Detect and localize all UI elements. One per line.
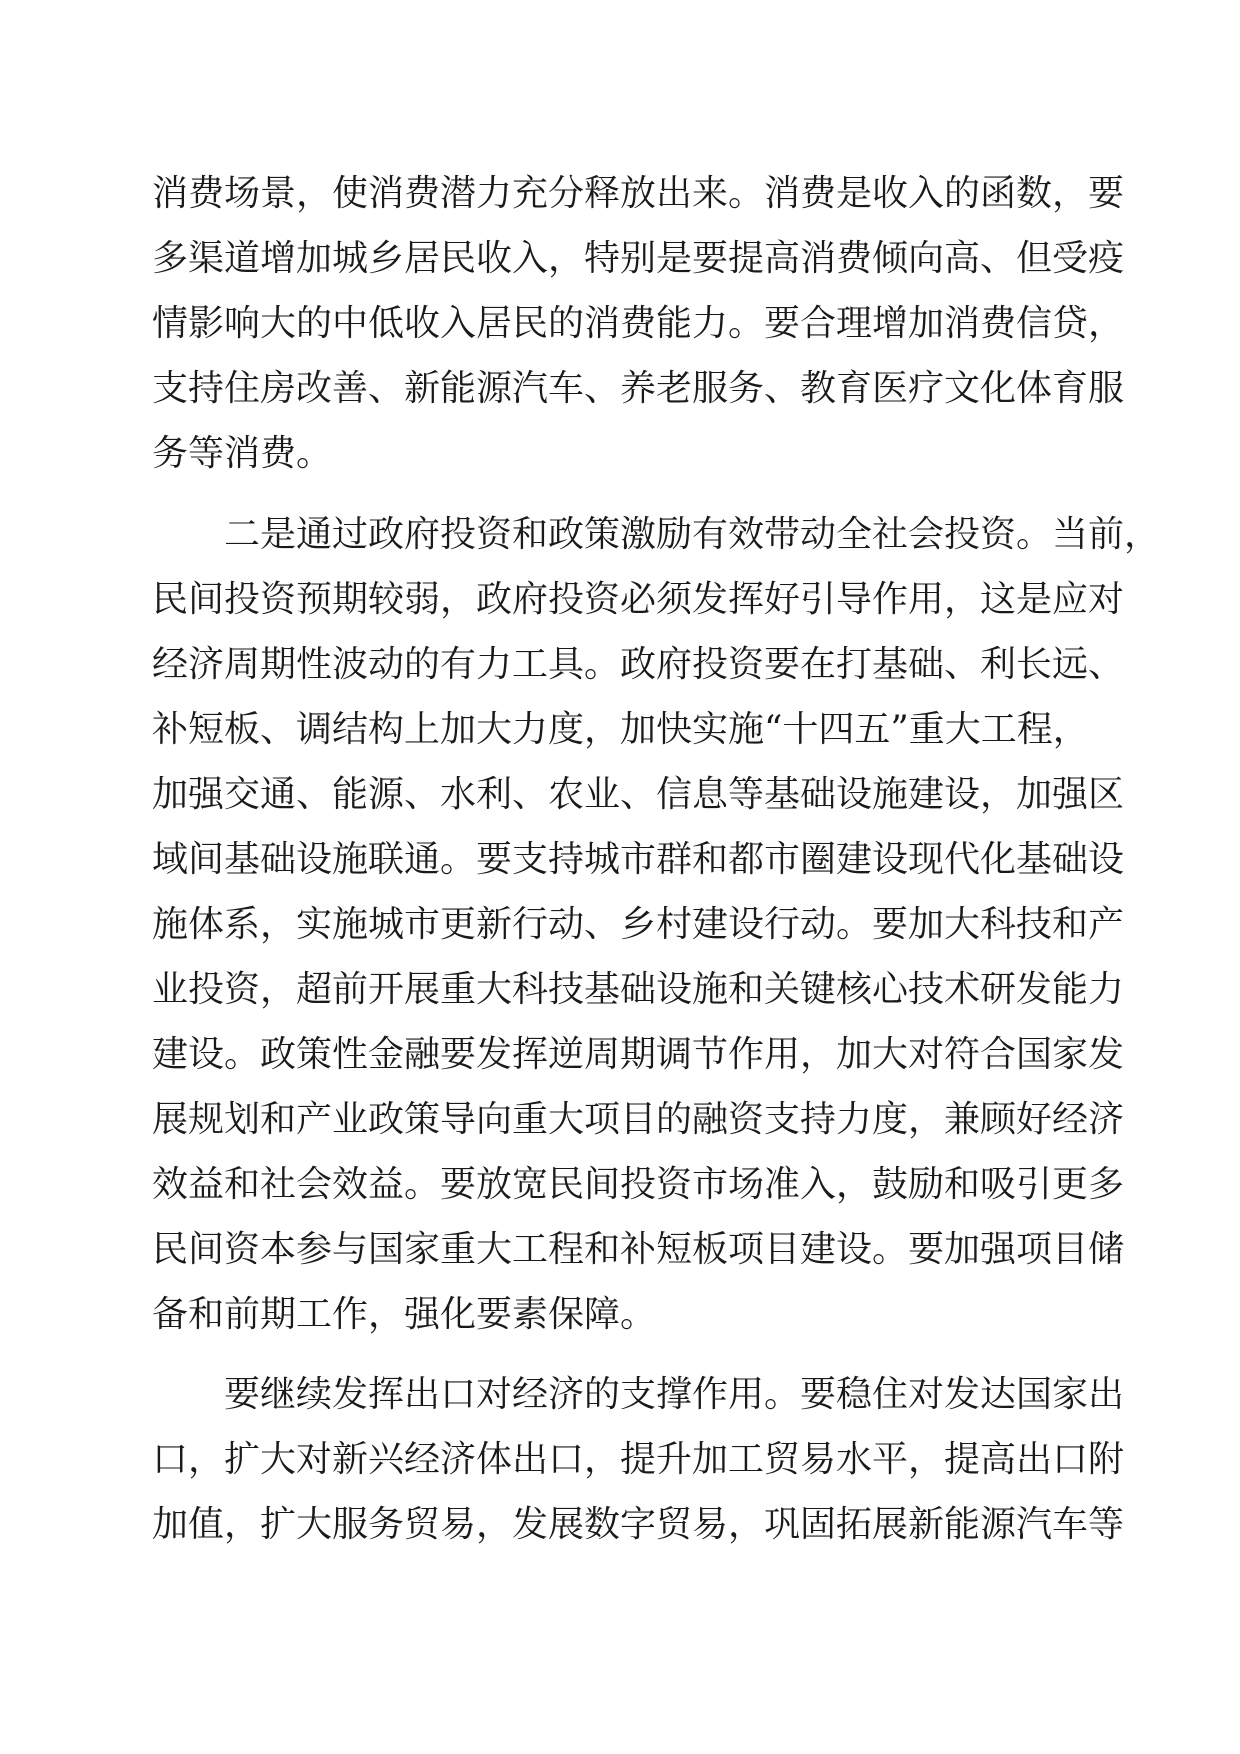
text-line-13: 业投资，超前开展重大科技基础设施和关键核心技术研发能力 [152, 969, 1125, 1010]
text-line-5: 务等消费。 [152, 433, 333, 474]
text-line-15: 展规划和产业政策导向重大项目的融资支持力度，兼顾好经济 [152, 1099, 1125, 1140]
text-line-19: 要继续发挥出口对经济的支撑作用。要稳住对发达国家出 [224, 1374, 1125, 1415]
text-line-11: 域间基础设施联通。要支持城市群和都市圈建设现代化基础设 [152, 839, 1125, 880]
text-line-21: 加值，扩大服务贸易，发展数字贸易，巩固拓展新能源汽车等 [152, 1504, 1125, 1545]
text-line-6: 二是通过政府投资和政策激励有效带动全社会投资。当前， [224, 514, 1161, 555]
text-line-8: 经济周期性波动的有力工具。政府投资要在打基础、利长远、 [152, 644, 1125, 685]
text-line-7: 民间投资预期较弱，政府投资必须发挥好引导作用，这是应对 [152, 579, 1125, 620]
text-line-9: 补短板、调结构上加大力度，加快实施“十四五”重大工程， [152, 709, 1089, 750]
text-line-10: 加强交通、能源、水利、农业、信息等基础设施建设，加强区 [152, 774, 1125, 815]
text-line-1: 消费场景，使消费潜力充分释放出来。消费是收入的函数，要 [152, 173, 1125, 214]
text-line-17: 民间资本参与国家重大工程和补短板项目建设。要加强项目储 [152, 1229, 1125, 1270]
text-line-2: 多渠道增加城乡居民收入，特别是要提高消费倾向高、但受疫 [152, 238, 1125, 279]
text-line-12: 施体系，实施城市更新行动、乡村建设行动。要加大科技和产 [152, 904, 1125, 945]
text-line-14: 建设。政策性金融要发挥逆周期调节作用，加大对符合国家发 [152, 1034, 1125, 1075]
text-line-3: 情影响大的中低收入居民的消费能力。要合理增加消费信贷， [152, 303, 1125, 344]
text-line-16: 效益和社会效益。要放宽民间投资市场准入，鼓励和吸引更多 [152, 1164, 1125, 1205]
text-line-20: 口，扩大对新兴经济体出口，提升加工贸易水平，提高出口附 [152, 1439, 1125, 1480]
text-line-4: 支持住房改善、新能源汽车、养老服务、教育医疗文化体育服 [152, 368, 1125, 409]
text-line-18: 备和前期工作，强化要素保障。 [152, 1294, 657, 1335]
